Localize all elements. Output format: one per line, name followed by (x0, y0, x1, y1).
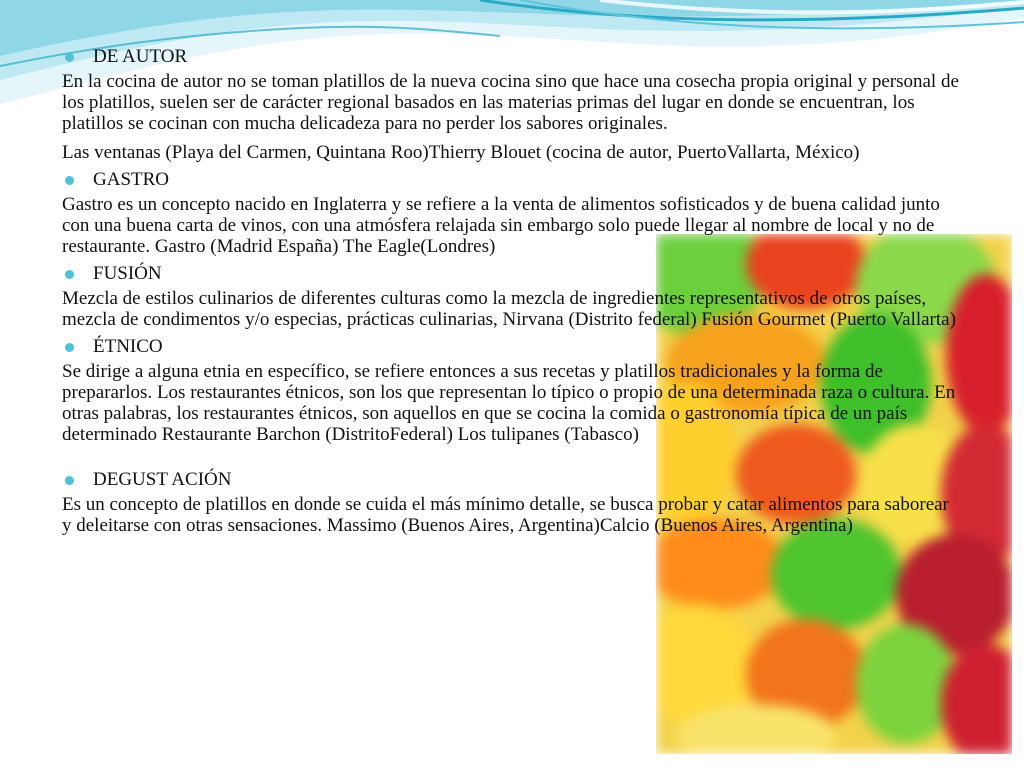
paragraph-de-autor-examples: Las ventanas (Playa del Carmen, Quintana Roo)Thierry Blouet (cocina de autor, PuertoVallarta, México) (62, 142, 860, 163)
paragraph-etnico: Se dirige a alguna etnia en específico, se refiere entonces a sus recetas y platillos tradicionales y la forma de prepararlos. Los restaurantes étnicos, son los que representan lo típico o propio de una determinada raza o cultura. En otras palabras, los restaurantes étnicos, son aquellos en que se cocina la comida o gastronomía típica de un país determinado Restaurante Barchon (DistritoFederal) Los tulipanes (Tabasco) (62, 361, 956, 445)
section-title: FUSIÓN (93, 263, 162, 284)
paragraph-degustacion: Es un concepto de platillos en donde se cuida el más mínimo detalle, se busca probar y catar alimentos para saborear y deleitarse con otras sensaciones. Massimo (Buenos Aires, Argentina)Calcio (Buenos Aires, Argentina) (62, 494, 949, 536)
section-heading-fusion (62, 263, 962, 284)
paragraph-fusion: Mezcla de estilos culinarios de diferentes culturas como la mezcla de ingredientes representativos de otros países, mezcla de condimentos y/o especias, prácticas culinarias, Nirvana (Distrito federal) Fusión Gourmet (Puerto Vallarta) (62, 288, 956, 330)
section-heading-etnico (62, 336, 962, 357)
paragraph-gastro: Gastro es un concepto nacido en Inglaterra y se refiere a la venta de alimentos sofisticados y de buena calidad junto con una buena carta de vinos, con una atmósfera relajada sin embargo solo puede llegar al nombre de local y no de restaurante. Gastro (Madrid España) The Eagle(Londres) (62, 194, 940, 257)
bullet-icon (65, 476, 74, 485)
bullet-icon (65, 176, 74, 185)
section-title: DEGUST ACIÓN (93, 469, 232, 490)
bullet-icon (65, 343, 74, 352)
section-title: DE AUTOR (93, 46, 188, 67)
section-title: GASTRO (93, 169, 170, 190)
paragraph-de-autor: En la cocina de autor no se toman platillos de la nueva cocina sino que hace una cosecha propia original y personal de los platillos, suelen ser de carácter regional basados en las materias primas del lugar en donde se encuentran, los platillos se cocinan con mucha delicadeza para no perder los sabores originales. (62, 71, 959, 134)
section-heading-de-autor (62, 46, 962, 67)
section-title: ÉTNICO (93, 336, 163, 357)
section-heading-gastro (62, 169, 962, 190)
bullet-icon (65, 270, 74, 279)
bullet-icon (65, 53, 74, 62)
slide-content (62, 46, 962, 536)
section-heading-degustacion (62, 469, 962, 490)
